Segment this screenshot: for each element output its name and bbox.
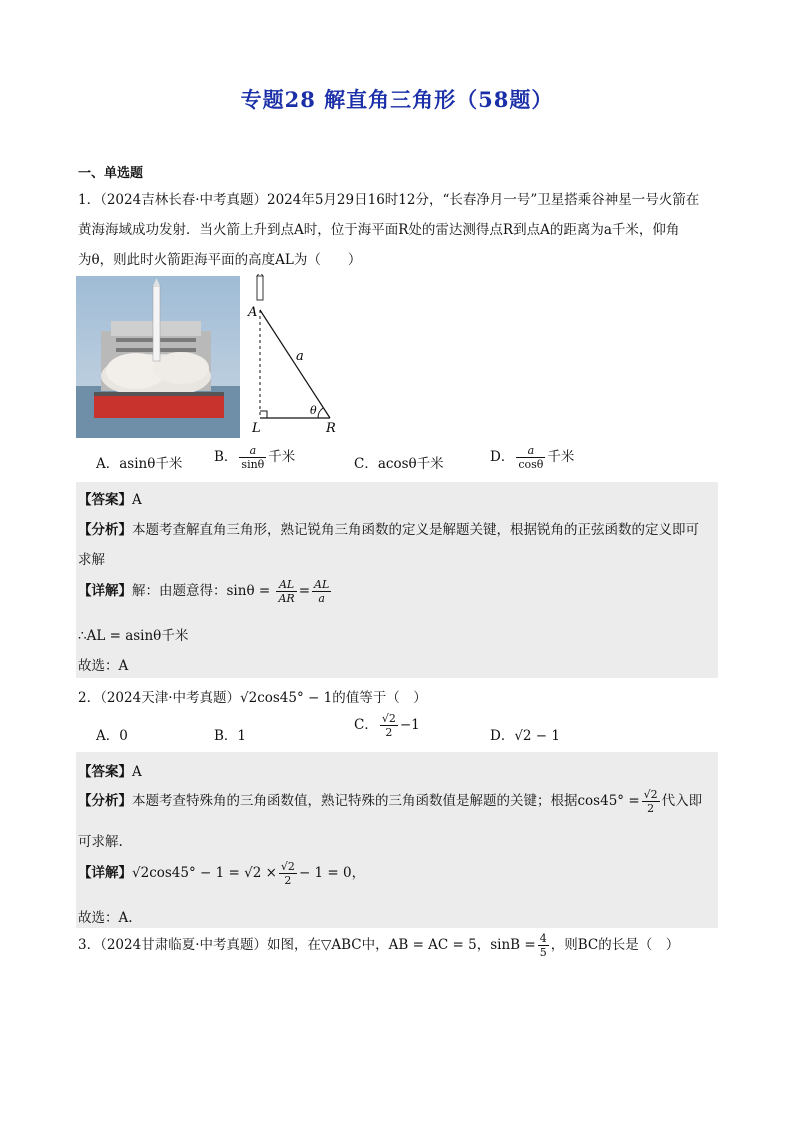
q1-analysis-line-2: 求解 (78, 552, 105, 568)
point-r-label: R (326, 421, 336, 436)
q1-option-d: D． $\frac{a}{\cos\theta}$ 千米 (490, 444, 575, 471)
q1-option-b: B． $\frac{a}{\sin\theta}$ 千米 (214, 444, 296, 471)
q1-option-a: A．asinθ千米 (96, 456, 183, 472)
q1-choose: 故选：A (78, 658, 129, 674)
point-l-label: L (252, 421, 261, 436)
q2-option-d: D．√2 − 1 (490, 728, 560, 744)
page-title: 专题28 解直角三角形（58题） (240, 87, 554, 112)
q1-stem-line-3: 为θ，则此时火箭距海平面的高度AL为（ ） (78, 252, 362, 268)
q1-stem-line-2: 黄海海域成功发射．当火箭上升到点A时，位于海平面R处的雷达测得点R到点A的距离为a千米，仰角 (78, 222, 680, 238)
q2-stem: 2．（2024天津·中考真题）√2cos45° − 1的值等于（ ） (78, 690, 427, 706)
rocket-icon (257, 276, 263, 300)
q2-option-a: A．0 (96, 728, 128, 744)
q1-option-c: C．acosθ千米 (354, 456, 444, 472)
q1-detail: 【详解】解：由题意得：sinθ = $\frac{AL}{AR}$ = $\frac{AL}{a}$ (78, 578, 330, 605)
q1-analysis-line-1: 【分析】本题考查解直角三角形，熟记锐角三角函数的定义是解题关键，根据锐角的正弦函数的定义即可 (78, 522, 699, 538)
section-heading: 一、单选题 (78, 166, 144, 181)
q1-conclusion: ∴AL = asinθ千米 (78, 628, 189, 644)
q2-analysis-line-1: 【分析】本题考查特殊角的三角函数值，熟记特殊的三角函数值是解题的关键；根据cos45° = $\frac{√2}{2}$ 代入即 (78, 788, 703, 815)
q1-stem-line-1: 1．（2024吉林长春·中考真题）2024年5月29日16时12分，“长春净月一号”卫星搭乘谷神星一号火箭在 (78, 192, 700, 208)
q2-analysis-line-2: 可求解. (78, 834, 123, 850)
right-triangle-figure (244, 274, 344, 438)
theta-label: θ (310, 404, 317, 417)
q3-stem: 3．（2024甘肃临夏·中考真题）如图，在▽ABC中，AB = AC = 5，sinB = $\frac{4}{5}$ ，则BC的长是（ ） (78, 932, 680, 959)
q2-answer: 【答案】A (78, 764, 142, 780)
rocket-launch-photo (76, 276, 240, 438)
q2-option-c: C． $\frac{√2}{2}$ −1 (354, 712, 420, 739)
point-a-label: A (248, 305, 258, 320)
q2-detail: 【详解】√2cos45° − 1 = √2 × $\frac{√2}{2}$ − 1 = 0， (78, 860, 366, 887)
side-a-label: a (296, 349, 304, 364)
q2-solution-box (76, 752, 718, 928)
q2-choose: 故选：A. (78, 910, 133, 926)
q2-option-b: B．1 (214, 728, 247, 744)
q1-answer: 【答案】A (78, 492, 142, 508)
